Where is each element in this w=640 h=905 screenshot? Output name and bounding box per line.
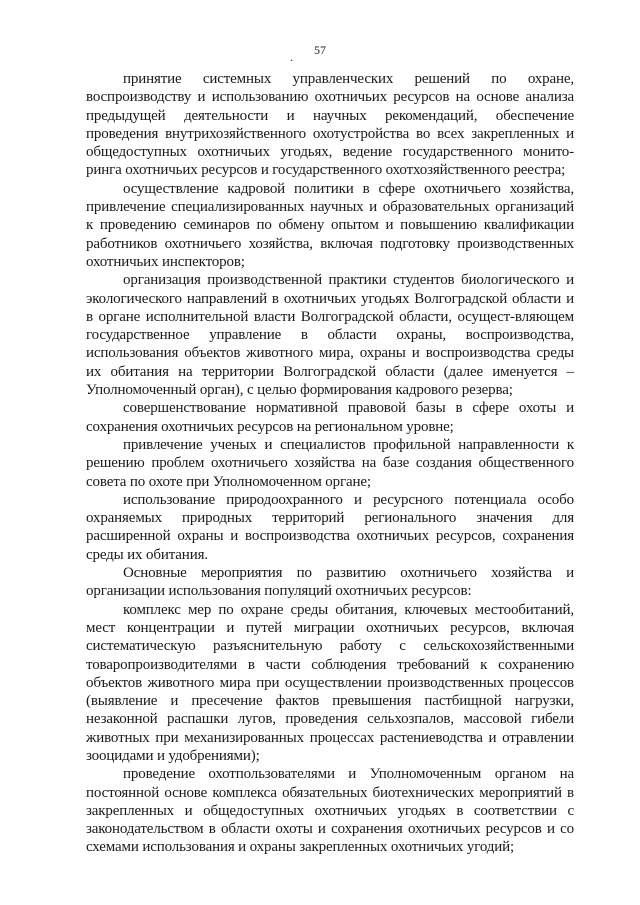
paragraph-habitat-protection: комплекс мер по охране среды обитания, ключевых местообитаний, мест концентрации и путей миграции охотничьих ресурсов, включая систематическую разъяснительную работу с сельскохозяйственными товаропроизводителями в части соблюдения требований к сохранению объектов животного мира при осуществлении производственных процессов (выявление и пресечение фактов превышения пастбищной нагрузки, незаконной распашки лугов, проведения сельхозпалов, массовой гибели животных при механизированных процессах растениеводства и отравлении зооцидами и удобрениями); <box>86 601 574 764</box>
paragraph-legal-framework: совершенствование нормативной правовой базы в сфере охоты и сохранения охотничьих ресурсов на региональном уровне; <box>86 400 574 435</box>
page-number: 57 <box>314 43 326 57</box>
paragraph-protected-areas: использование природоохранного и ресурсного потенциала особо охраняемых природных территорий регионального значения для расширенной охраны и воспроизводства охотничьих ресурсов, сохранения среды их обитания. <box>86 491 574 563</box>
scan-dot: . <box>290 50 293 64</box>
paragraph-student-practice: организация производственной практики студентов биологического и экологического направлений в охотничьих угодьях Волгоградской области и в органе исполнительной власти Волгоградской области, осущест-вляющем государственное управление в области охраны, воспроизводства, использования объектов животного мира, охраны и воспроизводства среды их обитания на территории Волгоградской области (далее именуется – Уполномоченный орган), с целью формирования кадрового резерва; <box>86 272 574 399</box>
paragraph-main-measures: Основные мероприятия по развитию охотничьего хозяйства и организации использования популяций охотничьих ресурсов: <box>86 565 574 600</box>
paragraph-biotechnical-measures: проведение охотпользователями и Уполномоченным органом на постоянной основе комплекса обязательных биотехнических мероприятий в закрепленных и общедоступных охотничьих угодьях в соответствии с законодательством в области охоты и сохранения охотничьих ресурсов и со схемами использования и охраны закрепленных охотничьих угодий; <box>86 766 574 856</box>
paragraph-personnel-policy: осуществление кадровой политики в сфере охотничьего хозяйства, привлечение специализированных научных и образовательных организаций к проведению семинаров по обмену опытом и повышению квалификации работников охотничьего хозяйства, включая подготовку производственных охотничьих инспекторов; <box>86 180 574 270</box>
body-text <box>86 70 574 857</box>
paragraph-scientists: привлечение ученых и специалистов профильной направленности к решению проблем охотничьего хозяйства на базе создания общественного совета по охоте при Уполномоченном органе; <box>86 436 574 490</box>
paragraph-decision-making: принятие системных управленческих решений по охране, воспроизводству и использованию охотничьих ресурсов на основе анализа предыдущей деятельности и научных рекомендаций, обеспечение проведения внутрихозяйственного охотустройства во всех закрепленных и общедоступных охотничьих угодьях, ведение государственного монито-ринга охотничьих ресурсов и государственного охотхозяйственного реестра; <box>86 71 574 179</box>
